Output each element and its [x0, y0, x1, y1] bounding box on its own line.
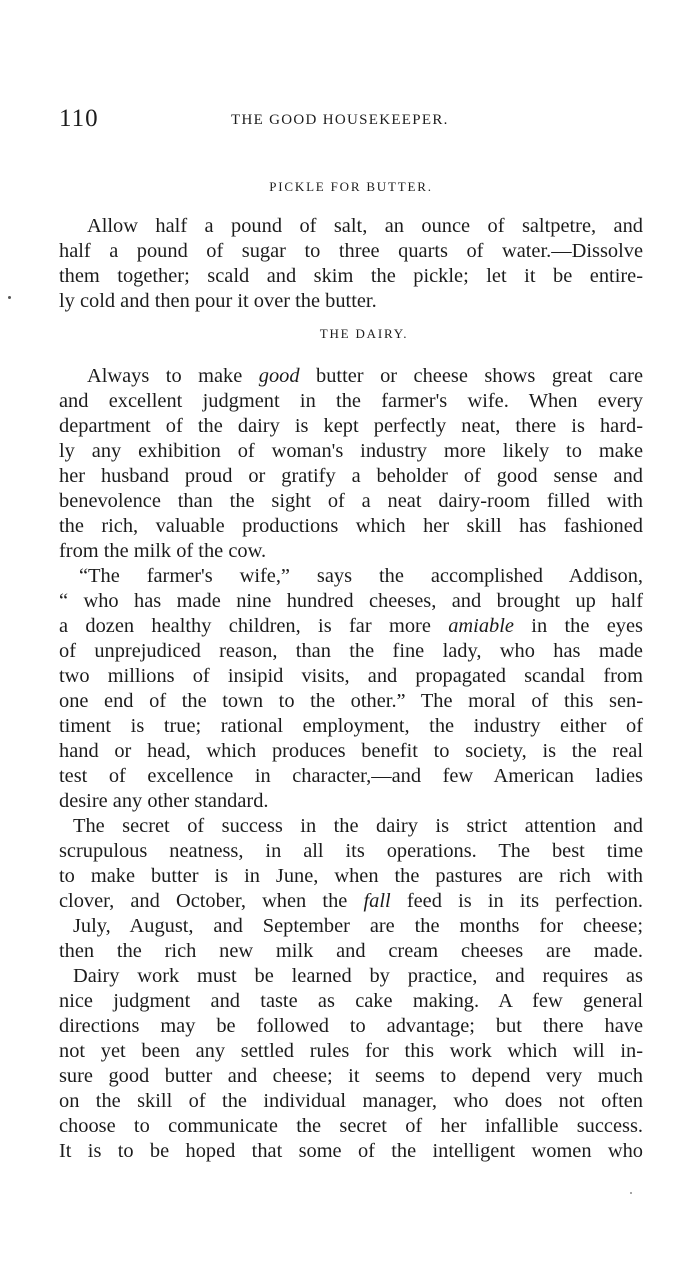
section-heading-pickle: PICKLE FOR BUTTER.: [269, 179, 433, 194]
text-line: Dairy work must be learned by practice, and requires as: [73, 965, 643, 987]
text-line: [59, 889, 643, 914]
text-line: not yet been any settled rules for this work which will in-: [59, 1040, 643, 1062]
text-line: hand or head, which produces benefit to society, is the real: [59, 740, 643, 762]
page-number: 110: [59, 105, 99, 132]
text-line: half a pound of sugar to three quarts of water.—Dissolve: [59, 240, 643, 262]
corner-speck: [630, 1192, 632, 1194]
text-line: nice judgment and taste as cake making. A few general: [59, 990, 643, 1012]
italic-run: amiable: [448, 615, 514, 637]
text-line: and excellent judgment in the farmer's wife. When every: [59, 390, 643, 412]
text-line: one end of the town to the other.” The moral of this sen-: [59, 690, 643, 712]
text-run: Always to make: [87, 365, 259, 387]
pickle-paragraph: [59, 214, 643, 314]
text-line: her husband proud or gratify a beholder of good sense and: [59, 465, 643, 487]
italic-run: good: [258, 365, 300, 387]
text-line: July, August, and September are the months for cheese;: [73, 915, 643, 937]
text-line: The secret of success in the dairy is strict attention and: [73, 815, 643, 837]
text-line: [59, 364, 643, 389]
text-line: scrupulous neatness, in all its operations. The best time: [59, 840, 643, 862]
text-line: on the skill of the individual manager, who does not often: [59, 1090, 643, 1112]
text-line: from the milk of the cow.: [59, 540, 267, 562]
text-line: two millions of insipid visits, and propagated scandal from: [59, 665, 643, 687]
text-line: It is to be hoped that some of the intelligent women who: [59, 1140, 643, 1162]
running-head: [59, 104, 643, 134]
text-line: directions may be followed to advantage; but there have: [59, 1015, 643, 1037]
text-line: ly cold and then pour it over the butter.: [59, 290, 377, 312]
text-line: department of the dairy is kept perfectly neat, there is hard-: [59, 415, 643, 437]
section-heading-dairy: THE DAIRY.: [319, 326, 409, 341]
text-line: then the rich new milk and cream cheeses are made.: [59, 940, 643, 962]
text-line: sure good butter and cheese; it seems to depend very much: [59, 1065, 643, 1087]
text-run: in the eyes: [513, 615, 643, 637]
dairy-text: [59, 364, 643, 1164]
text-line: them together; scald and skim the pickle; let it be entire-: [59, 265, 643, 287]
text-line: desire any other standard.: [59, 790, 269, 812]
text-line: “The farmer's wife,” says the accomplished Addison,: [79, 565, 643, 587]
margin-speck: [8, 296, 11, 299]
text-line: the rich, valuable productions which her skill has fashioned: [59, 515, 643, 537]
running-title: THE GOOD HOUSEKEEPER.: [231, 112, 449, 128]
text-line: of unprejudiced reason, than the fine lady, who has made: [59, 640, 643, 662]
text-line: timent is true; rational employment, the industry either of: [59, 715, 643, 737]
text-line: to make butter is in June, when the pastures are rich with: [59, 865, 643, 887]
text-line: “ who has made nine hundred cheeses, and brought up half: [59, 590, 643, 612]
text-run: clover, and October, when the: [59, 890, 364, 912]
text-run: butter or cheese shows great care: [299, 365, 643, 387]
italic-run: fall: [363, 890, 391, 912]
text-run: a dozen healthy children, is far more: [59, 615, 449, 637]
text-run: feed is in its perfection.: [390, 890, 643, 912]
text-line: Allow half a pound of salt, an ounce of saltpetre, and: [87, 215, 643, 237]
text-line: [59, 614, 643, 639]
text-line: test of excellence in character,—and few American ladies: [59, 765, 643, 787]
text-line: ly any exhibition of woman's industry more likely to make: [59, 440, 643, 462]
text-line: choose to communicate the secret of her infallible success.: [59, 1115, 643, 1137]
text-line: benevolence than the sight of a neat dairy-room filled with: [59, 490, 643, 512]
